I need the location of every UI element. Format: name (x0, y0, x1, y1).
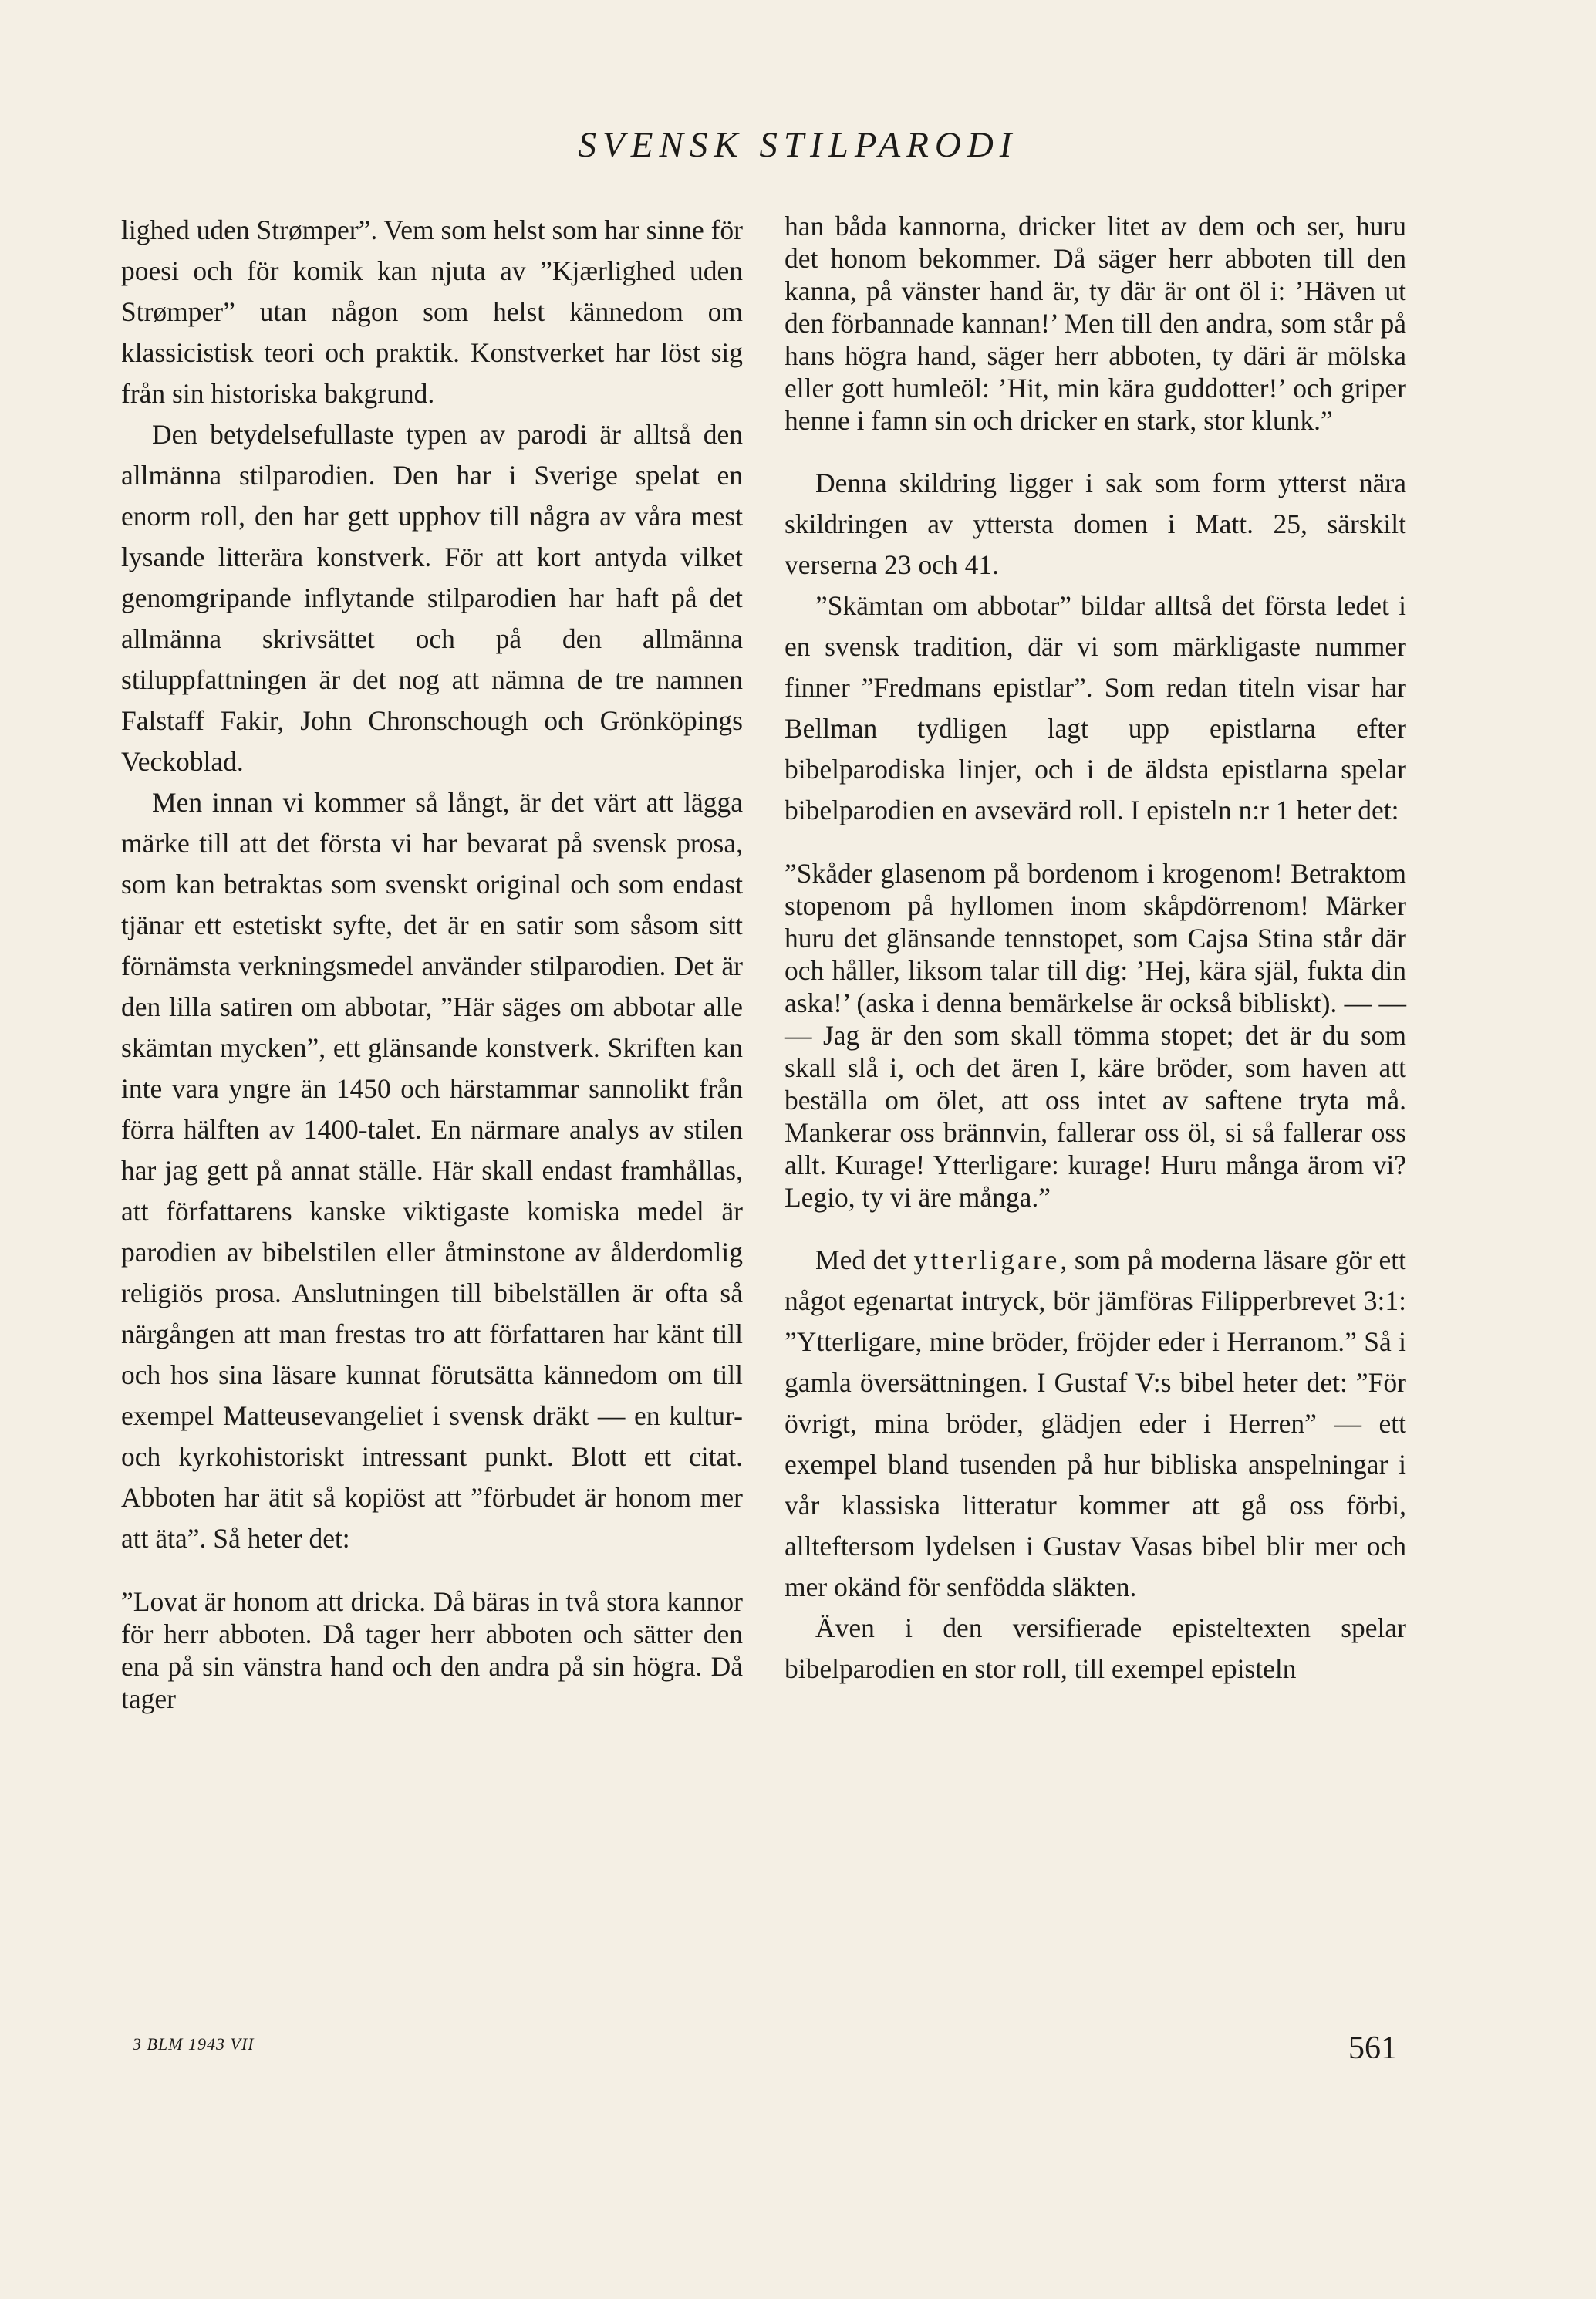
right-column (785, 210, 1406, 1690)
block-quote-continued: han båda kannorna, dricker litet av dem och ser, huru det honom bekommer. Då säger herr abboten till den kanna, på vänster hand är, ty där är ont öl i: ’Häven ut den förbannade kannan!’ Men till den andra, som står på hans högra hand, säger herr abboten, ty däri är mölska eller gott humleöl: ’Hit, min kära guddotter!’ och griper henne i famn sin och dricker en stark, stor klunk.” (785, 211, 1406, 436)
paragraph (785, 1240, 1406, 1608)
paragraph: Men innan vi kommer så långt, är det värt att lägga märke till att det första vi har bevarat på svensk prosa, som kan betraktas som svenskt original och som endast tjänar ett estetiskt syfte, det är en satir som såsom sitt förnämsta verkningsmedel använder stilparodien. Det är den lilla satiren om abbotar, ”Här säges om abbotar alle skämtan mycken”, ett glänsande konstverk. Skriften kan inte vara yngre än 1450 och härstammar sannolikt från förra hälften av 1400-talet. En närmare analys av stilen har jag gett på annat ställe. Här skall endast framhållas, att författarens kanske viktigaste komiska medel är parodien av bibelstilen eller åtminstone av ålderdomlig religiös prosa. Anslutningen till bibelställen är ofta så närgången att man frestas tro att författaren har känt till och hos sina läsare kunnat förutsätta kännedom om till exempel Matteusevangeliet i svensk dräkt — en kultur- och kyrkohistoriskt intressant punkt. Blott ett citat. Abboten har ätit så kopiöst att ”förbudet är honom mer att äta”. Så heter det: (121, 787, 743, 1554)
page-number: 561 (1348, 2031, 1397, 2066)
paragraph: Denna skildring ligger i sak som form ytterst nära skildringen av yttersta domen i Matt. 25, särskilt verserna 23 och 41. (785, 468, 1406, 580)
paragraph-rest: , som på moderna läsare gör ett något egenartat intryck, bör jämföras Filipperbrevet 3:1: ”Ytterligare, mine bröder, fröjder eder i Herranom.” Så i gamla översättningen. I Gustaf V:s bibel heter det: ”För övrigt, mina bröder, glädjen eder i Herren” — ett exempel bland tusenden på hur bibliska anspelningar i vår klassiska litteratur kommer att gå oss förbi, allteftersom lydelsen i Gustav Vasas bibel blir mer och mer okänd för senfödda släkten. (785, 1244, 1406, 1602)
spaced-word: ytterligare (913, 1244, 1061, 1275)
paragraph-start: Med det (815, 1244, 906, 1275)
paragraph: lighed uden Strømper”. Vem som helst som har sinne för poesi och för komik kan njuta av ”Kjærlighed uden Strømper” utan någon som helst kännedom om klassicistisk teori och praktik. Konstverket har löst sig från sin historiska bakgrund. (121, 214, 743, 409)
paragraph: Den betydelsefullaste typen av parodi är alltså den allmänna stilparodien. Den har i Sverige spelat en enorm roll, den har gett upphov till några av våra mest lysande litterära konstverk. För att kort antyda vilket genomgripande inflytande stilparodien har haft på det allmänna skrivsättet och på den allmänna stiluppfattningen är det nog att nämna de tre namnen Falstaff Fakir, John Chronschough och Grönköpings Veckoblad. (121, 419, 743, 777)
signature-mark: 3 BLM 1943 VII (133, 2034, 255, 2054)
block-quote: ”Lovat är honom att dricka. Då bäras in två stora kannor för herr abboten. Då tager herr abboten och sätter den ena på sin vänstra hand och den andra på sin högra. Då tager (121, 1586, 743, 1714)
paragraph: Även i den versifierade episteltexten spelar bibelparodien en stor roll, till exempel episteln (785, 1612, 1406, 1684)
block-quote: ”Skåder glasenom på bordenom i krogenom! Betraktom stopenom på hyllomen inom skåpdörrenom! Märker huru det glänsande tennstopet, som Cajsa Stina står där och håller, liksom talar till dig: ’Hej, kära själ, fukta din aska!’ (aska i denna bemärkelse är också bibliskt). — — — Jag är den som skall tömma stopet; det är du som skall slå i, och det ären I, käre bröder, som haven att beställa om ölet, att oss intet av saftene tryta må. Mankerar oss brännvin, fallerar oss öl, si så fallerar oss allt. Kurage! Ytterligare: kurage! Huru många ärom vi? Legio, ty vi äre många.” (785, 858, 1406, 1213)
left-column (121, 210, 743, 1715)
running-title: SVENSK STILPARODI (578, 125, 1018, 165)
paragraph: ”Skämtan om abbotar” bildar alltså det första ledet i en svensk tradition, där vi som märkligaste nummer finner ”Fredmans epistlar”. Som redan titeln visar har Bellman tydligen lagt upp epistlarna efter bibelparodiska linjer, och i de äldsta epistlarna spelar bibelparodien en avsevärd roll. I episteln n:r 1 heter det: (785, 590, 1406, 825)
